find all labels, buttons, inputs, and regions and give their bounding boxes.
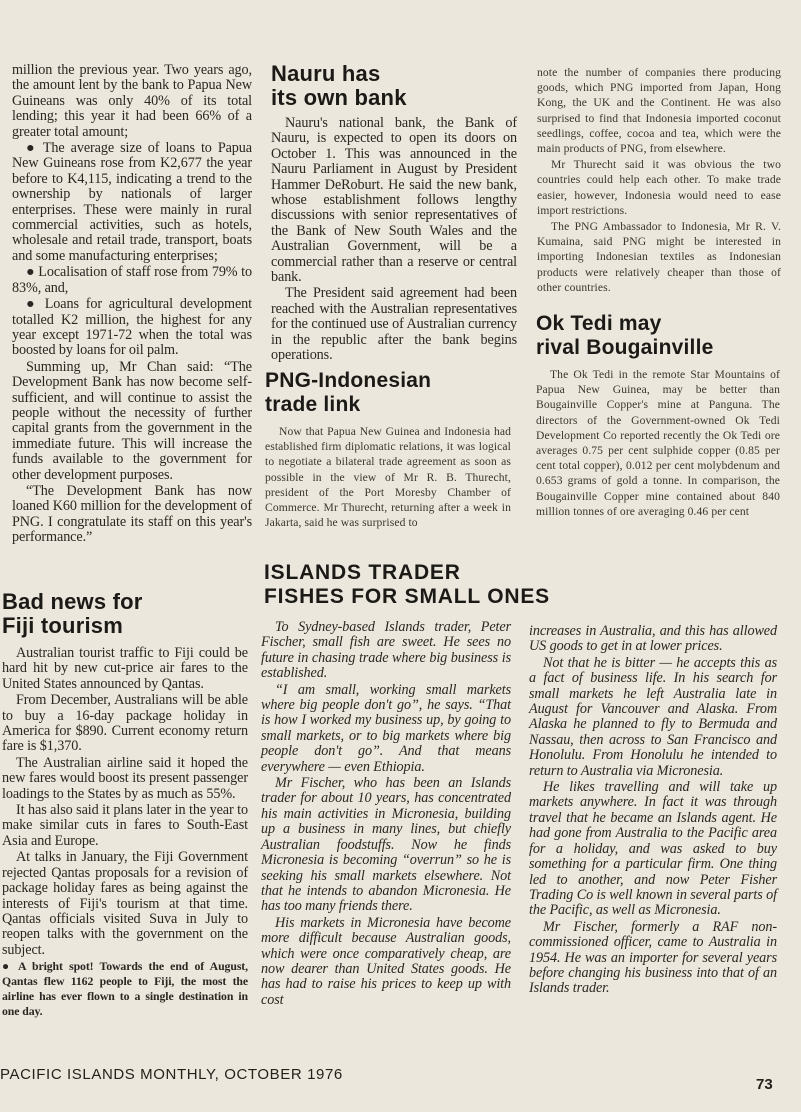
headline-line: FISHES FOR SMALL ONES: [264, 585, 550, 608]
paragraph: To Sydney-based Islands trader, Peter Fischer, small fish are sweet. He sees no future in chasing trade where big business is established.: [261, 619, 511, 682]
headline-line: PNG-Indonesian: [265, 369, 432, 392]
page-number: 73: [756, 1076, 773, 1093]
article-fiji: [2, 590, 248, 1019]
article-nauru: [271, 62, 517, 365]
paragraph: “The Development Bank has now loaned K60 million for the development of PNG. I congratulate its staff on this year's performance.”: [12, 482, 252, 546]
paragraph: At talks in January, the Fiji Government rejected Qantas proposals for a revision of package holiday fares as being against the interests of Fiji's tourism at that time. Qantas officials visited Suva in July to reopen talks with the government on the subject.: [2, 849, 248, 958]
headline: [536, 312, 780, 360]
headline: [264, 561, 784, 609]
paragraph: It has also said it plans later in the year to make similar cuts in fares to South-East Asia and Europe.: [2, 802, 248, 849]
paragraph: Mr Fischer, formerly a RAF non-commissioned officer, came to Australia in 1954. He was an importer for several years before changing his business into that of an Islands trader.: [529, 918, 777, 997]
paragraph: “I am small, working small markets where big people don't go”, he says. “That is how I worked my business up, by going to small markets, or to big markets where big people don't go”. And that means everywhere — even Ethiopia.: [261, 681, 511, 775]
paragraph: The Australian airline said it hoped the new fares would boost its present passenger loadings to the States by as much as 55%.: [2, 754, 248, 802]
paragraph: ● A bright spot! Towards the end of August, Qantas flew 1162 people to Fiji, the most the airline has ever flown to a single destination in one day.: [2, 959, 248, 1018]
paragraph: ● Loans for agricultural development totalled K2 million, the highest for any year except 1971-72 when the total was boosted by loans for oil palm.: [12, 296, 252, 359]
paragraph: ● The average size of loans to Papua New Guineans rose from K2,677 the year before to K4,115, indicating a trend to the ownership by nationals of larger enterprises. These were mainly in rural commercial activities, such as hotels, wholesale and retail trade, transport, boats and some manufacturing enterprises;: [12, 140, 252, 264]
headline-line: rival Bougainville: [536, 336, 714, 359]
paragraph: His markets in Micronesia have become more difficult because Australian goods, which were once comparatively cheap, are now dearer than United States goods. He has had to raise his prices to keep up with cost: [261, 914, 511, 1008]
paragraph: He likes travelling and will take up markets anywhere. In fact it was through travel that he became an Islands agent. He had gone from Australia to the Pacific area for a holiday, and was asked to buy something for a particular firm. One thing led to another, and now Peter Fisher Trading Co is well known in several parts of the Pacific, as well as Micronesia.: [529, 779, 777, 919]
paragraph: Mr Thurecht said it was obvious the two countries could help each other. To make trade easier, however, Indonesia would need to ease import restrictions.: [537, 158, 781, 217]
article-islands-trader-headline: [264, 561, 784, 609]
headline-line: Bad news for: [2, 589, 143, 614]
headline: [2, 590, 248, 638]
headline: [265, 369, 511, 417]
headline-line: Ok Tedi may: [536, 312, 662, 335]
paragraph: note the number of companies there producing goods, which PNG imported from Japan, Hong Kong, the UK and the Continent. He was also surprised to find that Indonesia imported coconut seedlings, coffee, cocoa and tea, which were the main products of PNG, from elsewhere.: [537, 66, 781, 156]
paragraph: Not that he is bitter — he accepts this as a fact of business life. In his search for small markets he left Australia late in August for Vancouver and Alaska. From Alaska he planned to fly to Bermuda and Nassau, then across to San Francisco and Honolulu. From Honolulu he intended to return to Australia via Micronesia.: [529, 654, 777, 779]
paragraph: From December, Australians will be able to buy a 16-day package holiday in America for $890. Current economy return fare is $1,370.: [2, 692, 248, 755]
article-continuation: [12, 63, 252, 547]
paragraph: The Ok Tedi in the remote Star Mountains of Papua New Guinea, may be better than Bougainville Copper's mine at Panguna. The directors of the Government-owned Ok Tedi Development Co reported recently the Ok Tedi ore averages 0.75 per cent sulphide copper (0.85 per cent total copper), 0.012 per cent molybdenum and 0.653 grams of gold a tonne. In comparison, the Bougainville Copper mine contained about 840 million tonnes of ore averaging 0.46 per cent: [536, 368, 780, 518]
headline-line: its own bank: [271, 85, 407, 110]
paragraph: ● Localisation of staff rose from 79% to 83%, and,: [12, 264, 252, 296]
headline-line: Fiji tourism: [2, 613, 123, 638]
headline-line: Nauru has: [271, 61, 381, 86]
paragraph: The PNG Ambassador to Indonesia, Mr R. V. Kumaina, said PNG might be interested in importing Indonesian textiles as Indonesian products were relatively cheaper than those of other countries.: [537, 220, 781, 294]
paragraph: million the previous year. Two years ago, the amount lent by the bank to Papua New Guineans was only 40% of its total lending; this year it had been 66% of a greater total amount;: [12, 62, 252, 140]
article-islands-trader-col1: [261, 620, 511, 1009]
paragraph: Mr Fischer, who has been an Islands trader for about 10 years, has concentrated his main activities in Micronesia, building up a business in many lines, but chiefly Australian foodstuffs. Now he finds Micronesia is becoming “overrun” so he is seeking his small markets elsewhere. Not that he intends to abandon Micronesia. He has too many friends there.: [261, 775, 511, 915]
paragraph: Australian tourist traffic to Fiji could be hard hit by new cut-price air fares to the United States announced by Qantas.: [2, 645, 248, 692]
article-ok-tedi: [536, 312, 780, 520]
article-islands-trader-col2: [529, 624, 777, 998]
paragraph: Nauru's national bank, the Bank of Nauru, is expected to open its doors on October 1. This was announced in the Nauru Parliament in August by President Hammer DeRoburt. He said the new bank, whose establishment follows lengthy discussions with senior representatives of the Bank of New South Wales and the Australian Government, will be a commercial rather than a reserve or central bank.: [271, 115, 517, 286]
headline-line: ISLANDS TRADER: [264, 561, 461, 584]
paragraph: Summing up, Mr Chan said: “The Development Bank has now become self-sufficient, and will continue to assist the people without the necessity of further capital grants from the government in the immediate future. This will increase the funds available to the government for other development purposes.: [12, 358, 252, 483]
headline-line: trade link: [265, 393, 361, 416]
publication-footer: PACIFIC ISLANDS MONTHLY, OCTOBER 1976: [0, 1066, 343, 1083]
article-png-indonesian-continued: [537, 65, 781, 296]
headline: [271, 62, 517, 110]
article-png-indonesian: [265, 369, 511, 531]
paragraph: increases in Australia, and this has allowed US goods to get in at lower prices.: [529, 623, 777, 655]
paragraph: The President said agreement had been reached with the Australian representatives for the continued use of Australian currency in the republic after the bank begins operations.: [271, 285, 517, 364]
paragraph: Now that Papua New Guinea and Indonesia had established firm diplomatic relations, it was logical to negotiate a bilateral trade agreement as soon as possible in the view of Mr R. B. Thurecht, president of the Port Moresby Chamber of Commerce. Mr Thurecht, returning after a week in Jakarta, said he was surprised to: [265, 425, 511, 530]
